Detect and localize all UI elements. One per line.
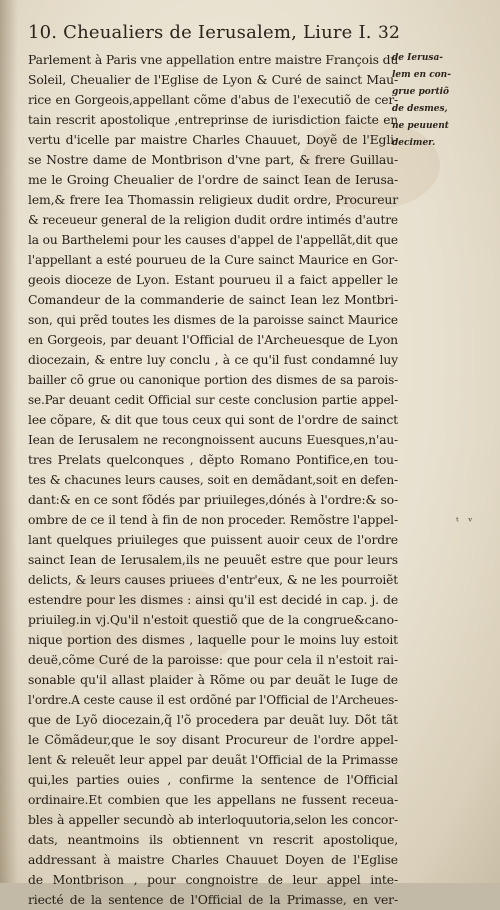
text-line: rice en Gorgeois,appellant cõme d'abus de l'executiõ de cer- (28, 93, 398, 107)
running-title: 10. Cheualiers de Ierusalem, Liure I. (28, 22, 372, 43)
marginal-note-line: de Ierusa- (392, 53, 444, 63)
text-line: le Cõmãdeur,que le soy disant Procureur de l'ordre appel- (28, 732, 398, 747)
text-line: diocezain, & entre luy conclu , à ce qu'il fust condamné luy (28, 352, 398, 367)
text-line: tain rescrit apostolique ,entreprinse de iurisdiction faicte en (28, 113, 398, 127)
text-line: geois dioceze de Lyon. Estant pourueu il a faict appeller le (28, 272, 398, 287)
margin-mark: ᵗ ᵛ (456, 515, 476, 528)
text-line: la ou Barthelemi pour les causes d'appel de l'appellãt,dit que (28, 233, 398, 247)
marginal-note (392, 50, 496, 152)
text-line: dats, neantmoins ils obtiennent vn rescrit apostolique, (28, 832, 398, 847)
text-line: bailler cõ grue ou canonique portion des dismes de sa parois- (28, 373, 398, 387)
text-line: bles à appeller secundò ab interloquutoria,selon les concor- (28, 812, 398, 827)
marginal-note-line: ne peuuent (392, 121, 449, 131)
text-line: sainct Iean de Ierusalem,ils ne peuuẽt estre que pour leurs (28, 552, 398, 567)
marginal-note-line: lem en con- (392, 70, 451, 80)
text-line: dant:& en ce sont fõdés par priuileges,dónés à l'ordre:& so- (28, 492, 398, 507)
text-line: lee cõpare, & dit que tous ceux qui sont de l'ordre de sainct (28, 412, 398, 427)
text-line: se.Par deuant cedit Official sur ceste conclusion partie appel- (28, 393, 398, 407)
body-text (28, 50, 398, 910)
marginal-note-line: grue portiõ (392, 87, 450, 97)
text-line: & receueur general de la religion dudit ordre intimés d'autre (28, 213, 398, 227)
text-line: son, qui prẽd toutes les dismes de la paroisse sainct Maurice (28, 313, 398, 327)
text-line: Parlement à Paris vne appellation entre maistre François du (28, 52, 399, 67)
text-line: priuileg.in vj.Qu'il n'estoit questiõ que de la congrue&cano- (28, 612, 398, 627)
text-line: lem,& frere Iea Thomassin religieux dudit ordre, Procureur (28, 192, 398, 207)
text-line: deuë,cõme Curé de la paroisse: que pour cela il n'estoit rai- (28, 652, 398, 667)
text-line: delicts, & leurs causes priuees d'entr'eux, & ne les pourroiẽt (28, 573, 398, 587)
text-line: Comandeur de la commanderie de sainct Iean lez Montbri- (28, 292, 398, 307)
text-line: nique portion des dismes , laquelle pour le moins luy estoit (28, 632, 398, 647)
running-head (28, 22, 400, 43)
text-line: lent & releuẽt leur appel par deuãt l'Official de la Primasse (28, 752, 398, 767)
text-line: se Nostre dame de Montbrison d'vne part, & frere Guillau- (28, 152, 398, 167)
text-line: ordinaire.Et combien que les appellans ne fussent receua- (28, 792, 398, 807)
text-line: Iean de Ierusalem ne recongnoissent aucuns Euesques,n'au- (28, 433, 398, 447)
marginal-note-line: de desmes, (392, 104, 448, 114)
text-line: addressant à maistre Charles Chauuet Doyen de l'Eglise (28, 852, 398, 867)
text-line: riecté de la sentence de l'Official de la Primasse, en ver- (28, 892, 398, 907)
text-line: estendre pour les dismes : ainsi qu'il est decidé in cap. j. de (28, 592, 398, 607)
text-line: lant quelques priuileges que puissent auoir ceux de l'ordre (28, 532, 398, 547)
text-line: tes & chacunes leurs causes, soit en demãdant,soit en defen- (28, 473, 398, 487)
text-line: tres Prelats quelconques , dẽpto Romano Pontifice,en tou- (28, 452, 398, 467)
text-line: ombre de ce il tend à fin de non proceder. Remõstre l'appel- (28, 512, 398, 527)
text-line: sonable qu'il allast plaider à Rõme ou par deuãt le Iuge de (28, 672, 398, 687)
text-line: l'appellant a esté pourueu de la Cure sainct Maurice en Gor- (28, 253, 398, 267)
text-line: vertu d'icelle par maistre Charles Chauuet, Doyẽ de l'Egli- (28, 132, 398, 147)
text-line: que de Lyõ diocezain,q̃ l'õ procedera par deuãt luy. Dõt tãt (28, 712, 398, 727)
text-line: qui,les parties ouies , confirme la sentence de l'Official (28, 772, 398, 787)
text-line: de Montbrison , pour congnoistre de leur appel inte- (28, 872, 398, 887)
page-number: 32 (377, 23, 400, 43)
text-line: en Gorgeois, par deuant l'Official de l'Archeuesque de Lyon (28, 332, 398, 347)
text-line: l'ordre.A ceste cause il est ordõné par l'Official de l'Archeues- (28, 693, 398, 707)
text-line: Soleil, Cheualier de l'Eglise de Lyon & Curé de sainct Mau- (28, 72, 398, 87)
text-line: me le Groing Cheualier de l'ordre de sainct Iean de Ierusa- (28, 172, 398, 187)
marginal-note-line: decimer. (392, 138, 436, 148)
